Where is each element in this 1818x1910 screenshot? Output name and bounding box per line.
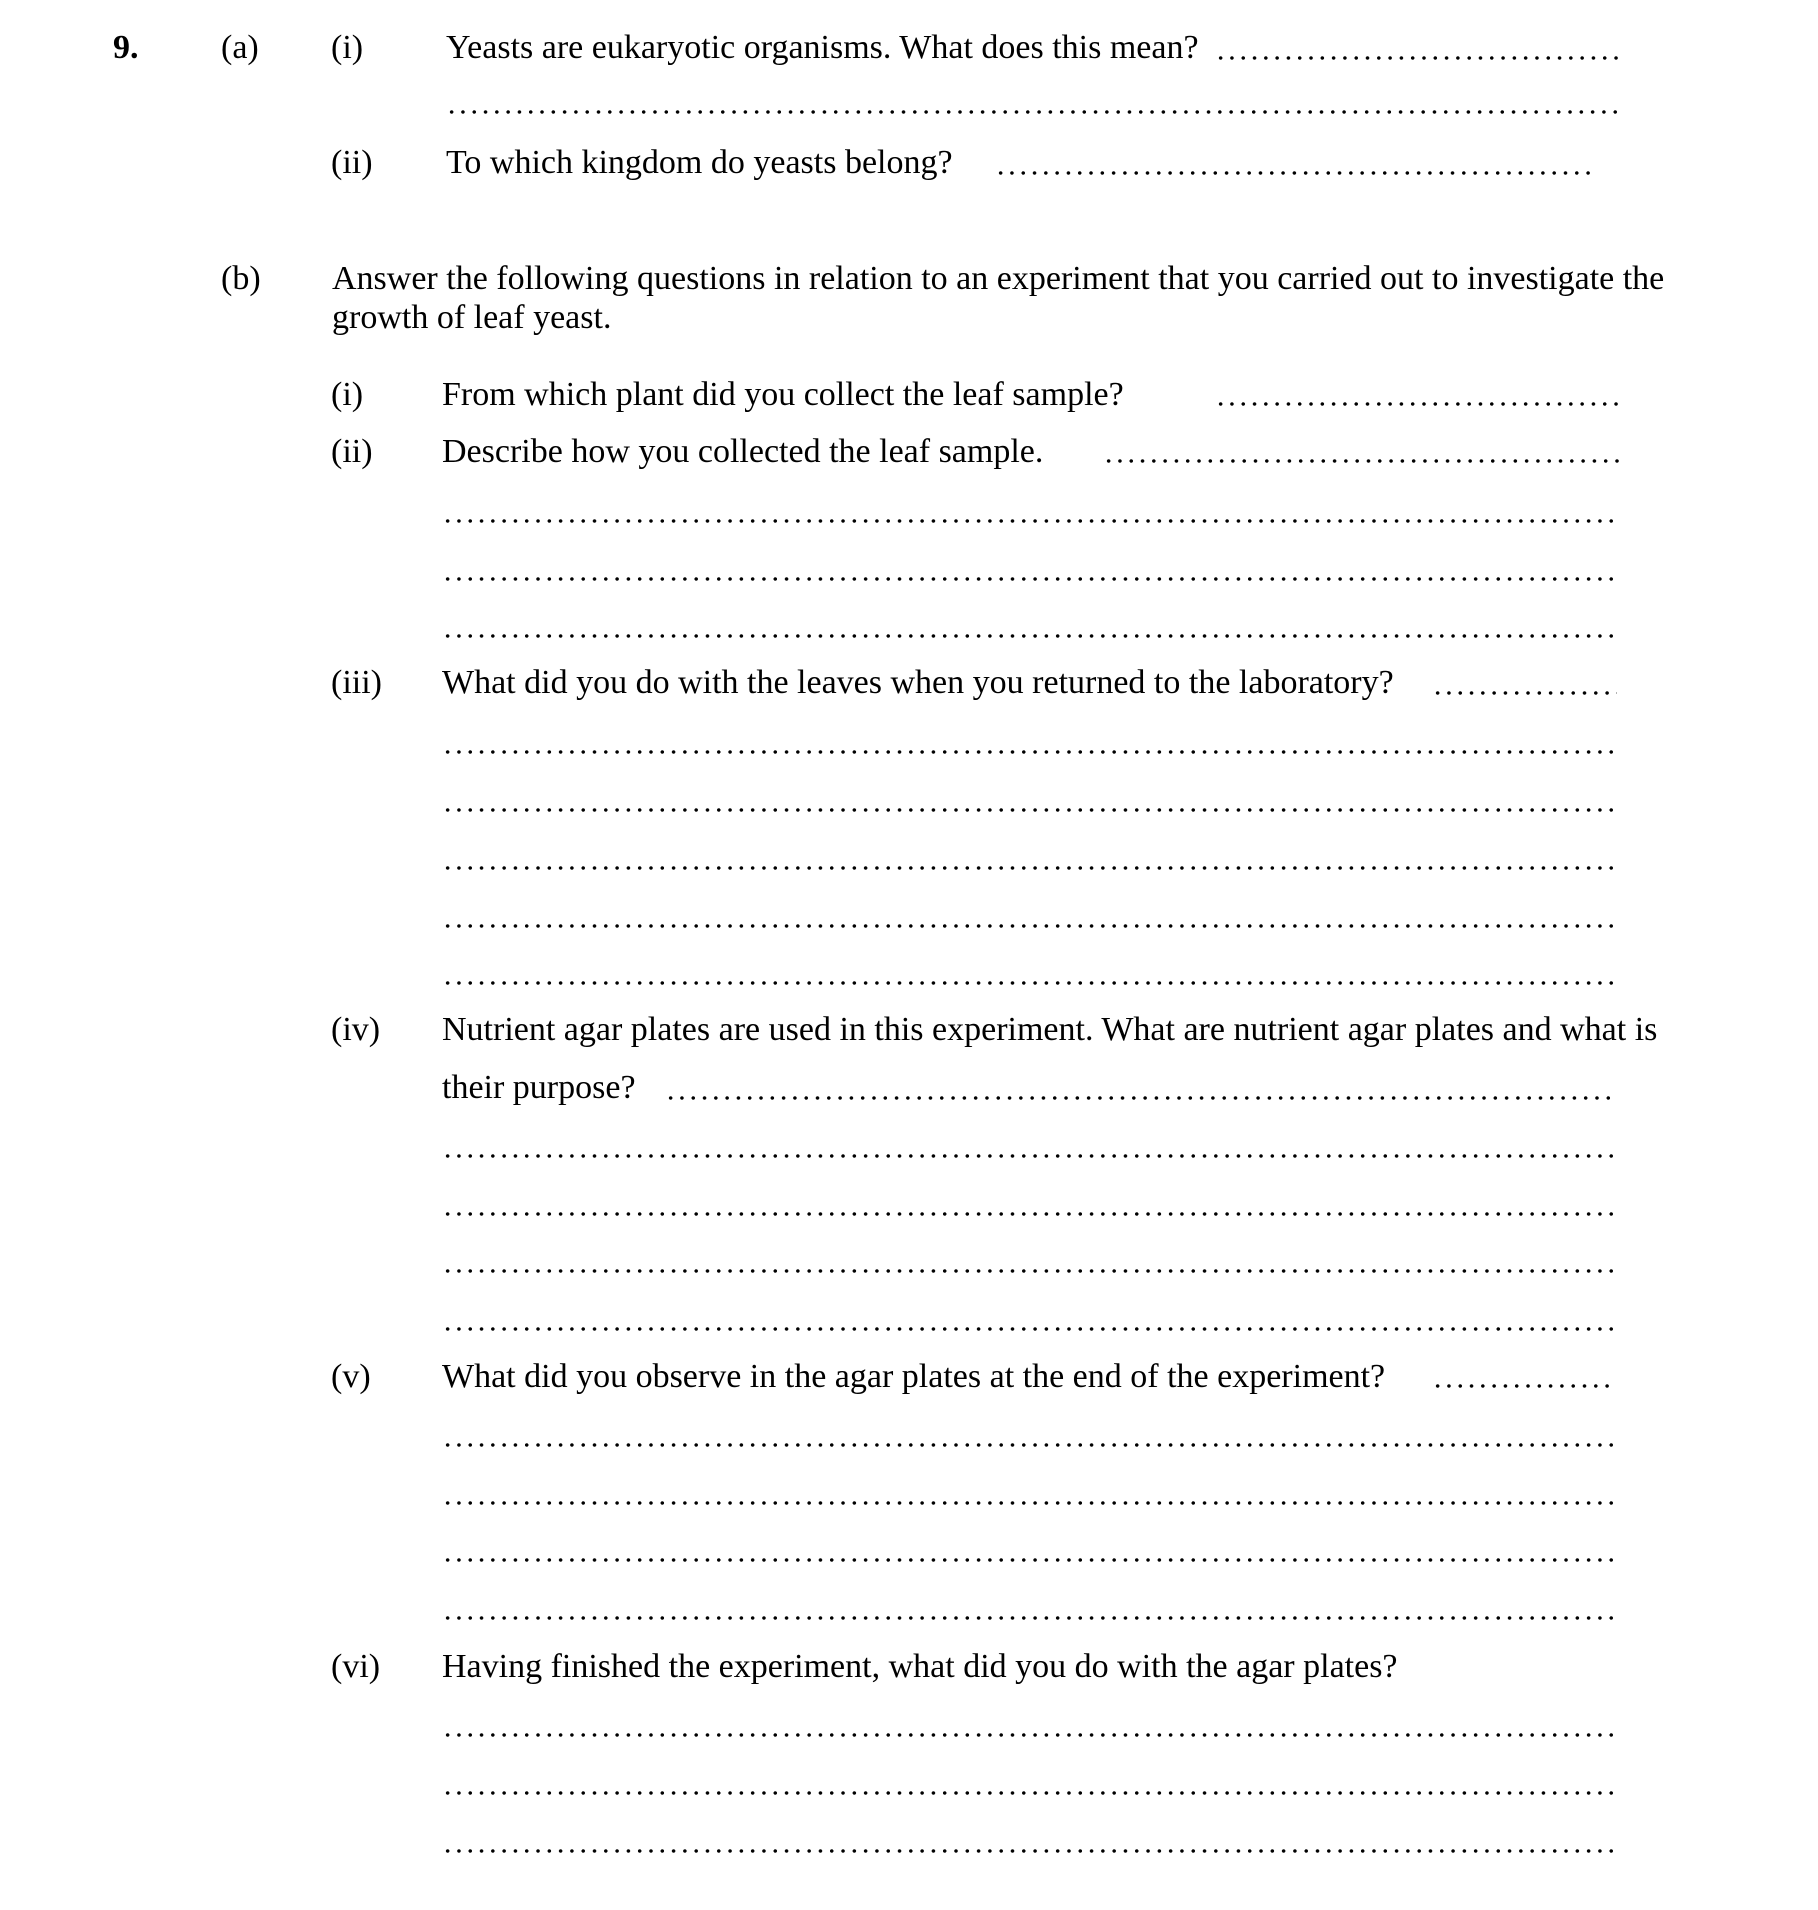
answer-line-b-ii-3[interactable]	[442, 577, 1617, 581]
part-b-v-question: What did you observe in the agar plates at the end of the experiment?	[442, 1358, 1386, 1395]
answer-line-b-v-5[interactable]	[442, 1616, 1619, 1620]
answer-line-b-iii-2[interactable]	[442, 750, 1617, 754]
answer-line-b-iii-6[interactable]	[442, 981, 1619, 985]
part-b-label: (b)	[221, 260, 261, 297]
answer-line-b-ii-4[interactable]	[442, 634, 1617, 638]
answer-line-b-ii-1[interactable]	[1103, 459, 1623, 463]
answer-line-a-i-1[interactable]	[1215, 56, 1623, 60]
answer-line-b-iii-1[interactable]	[1432, 691, 1617, 695]
answer-line-b-iv-1[interactable]	[665, 1096, 1615, 1100]
answer-line-b-v-4[interactable]	[442, 1558, 1619, 1562]
answer-line-a-ii-1[interactable]	[995, 171, 1595, 175]
answer-line-a-i-2[interactable]	[446, 110, 1623, 114]
answer-line-b-i-1[interactable]	[1215, 402, 1623, 406]
part-a-ii-question: To which kingdom do yeasts belong?	[446, 144, 953, 181]
answer-line-b-iv-2[interactable]	[442, 1154, 1617, 1158]
part-a-ii-label: (ii)	[331, 144, 373, 181]
part-b-ii-question: Describe how you collected the leaf sample.	[442, 433, 1044, 470]
part-b-intro-line2: growth of leaf yeast.	[332, 299, 612, 336]
answer-line-b-v-3[interactable]	[442, 1501, 1619, 1505]
part-b-i-label: (i)	[331, 376, 364, 413]
answer-line-b-vi-2[interactable]	[442, 1791, 1619, 1795]
part-b-iii-question: What did you do with the leaves when you returned to the laboratory?	[442, 664, 1394, 701]
answer-line-b-vi-1[interactable]	[442, 1733, 1619, 1737]
answer-line-b-v-1[interactable]	[1432, 1384, 1612, 1388]
answer-line-b-vi-3[interactable]	[442, 1849, 1619, 1853]
question-number: 9.	[113, 29, 139, 66]
part-b-iv-label: (iv)	[331, 1011, 381, 1048]
answer-line-b-iii-5[interactable]	[442, 924, 1619, 928]
part-b-ii-label: (ii)	[331, 433, 373, 470]
part-b-vi-question: Having finished the experiment, what did you do with the agar plates?	[442, 1648, 1398, 1685]
part-b-v-label: (v)	[331, 1358, 371, 1395]
answer-line-b-iv-5[interactable]	[442, 1327, 1617, 1331]
part-b-iv-question-line1: Nutrient agar plates are used in this experiment. What are nutrient agar plates and what is	[442, 1011, 1658, 1048]
part-b-vi-label: (vi)	[331, 1648, 381, 1685]
answer-line-b-v-2[interactable]	[442, 1443, 1617, 1447]
answer-line-b-iii-4[interactable]	[442, 866, 1617, 870]
part-a-i-label: (i)	[331, 29, 364, 66]
answer-line-b-iv-4[interactable]	[442, 1269, 1617, 1273]
answer-line-b-iv-3[interactable]	[442, 1212, 1617, 1216]
part-b-iv-question-line2: their purpose?	[442, 1069, 636, 1106]
answer-line-b-iii-3[interactable]	[442, 808, 1617, 812]
part-b-intro-line1: Answer the following questions in relation to an experiment that you carried out to investigate the	[332, 260, 1665, 297]
part-a-label: (a)	[221, 29, 259, 66]
part-b-i-question: From which plant did you collect the leaf sample?	[442, 376, 1124, 413]
part-a-i-question: Yeasts are eukaryotic organisms. What does this mean?	[446, 29, 1199, 66]
part-b-iii-label: (iii)	[331, 664, 382, 701]
answer-line-b-ii-2[interactable]	[442, 519, 1617, 523]
